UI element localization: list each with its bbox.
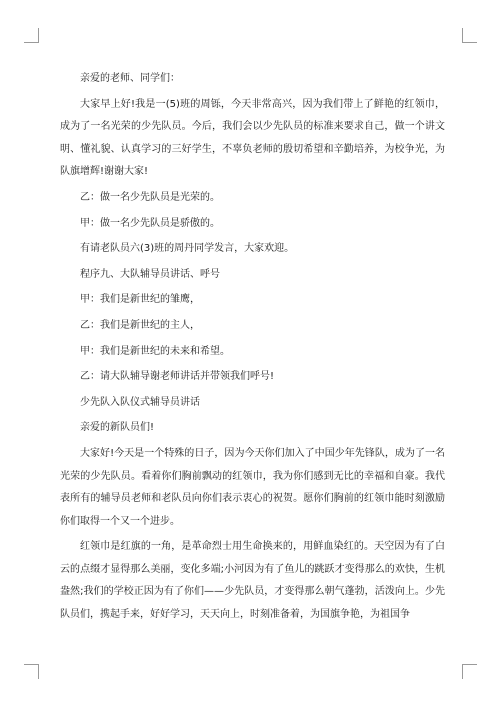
invite-line: 有请老队员六(3)班的周丹同学发言，大家欢迎。 [80,243,295,255]
section-heading: 少先队入队仪式辅导员讲话 [80,396,200,408]
dialogue-line: 乙：我们是新世纪的主人， [80,319,200,331]
margin-corner-mark [24,664,39,679]
document-body [60,68,445,627]
program-heading: 程序九、大队辅导员讲话、呼号 [80,268,220,280]
dialogue-line: 甲：做一名少先队员是骄傲的。 [80,217,220,229]
speech-paragraph: 大家早上好!我是一(5)班的周铄，今天非常高兴，因为我们带上了鲜艳的红领巾，成为了一名光荣的少先队员。今后，我们会以少先队员的标准来要求自己，做一个讲文明、懂礼貌、认真学习的三好学生，不辜负老师的殷切希望和辛勤培养，为校争光，为队旗增辉!谢谢大家! [60,98,445,178]
margin-corner-mark [462,664,477,679]
dialogue-line: 甲：我们是新世纪的未来和希望。 [80,345,230,357]
dialogue-line: 乙：请大队辅导谢老师讲话并带领我们呼号! [80,371,275,383]
dialogue-line: 甲：我们是新世纪的雏鹰， [80,294,200,306]
margin-corner-mark [24,28,39,43]
speech-paragraph: 大家好!今天是一个特殊的日子，因为今天你们加入了中国少年先锋队，成为了一名光荣的少先队员。看着你们胸前飘动的红领巾，我为你们感到无比的幸福和自豪。我代表所有的辅导员老师和老队员向你们表示衷心的祝贺。愿你们胸前的红领巾能时刻激励你们取得一个又一个进步。 [60,447,445,527]
margin-corner-mark [462,28,477,43]
speech-paragraph: 红领巾是红旗的一角，是革命烈士用生命换来的，用鲜血染红的。天空因为有了白云的点缀才显得那么美丽，变化多端;小河因为有了鱼儿的跳跃才变得那么的欢快，生机盎然;我们的学校正因为有了你们——少先队员，才变得那么朝气蓬勃，活泼向上。少先队员们，携起手来，好好学习，天天向上，时刻准备着，为国旗争艳，为祖国争 [60,541,445,621]
dialogue-line: 乙：做一名少先队员是光荣的。 [80,191,220,203]
greeting-paragraph: 亲爱的新队员们! [80,422,155,434]
greeting-paragraph: 亲爱的老师、同学们： [80,73,180,84]
